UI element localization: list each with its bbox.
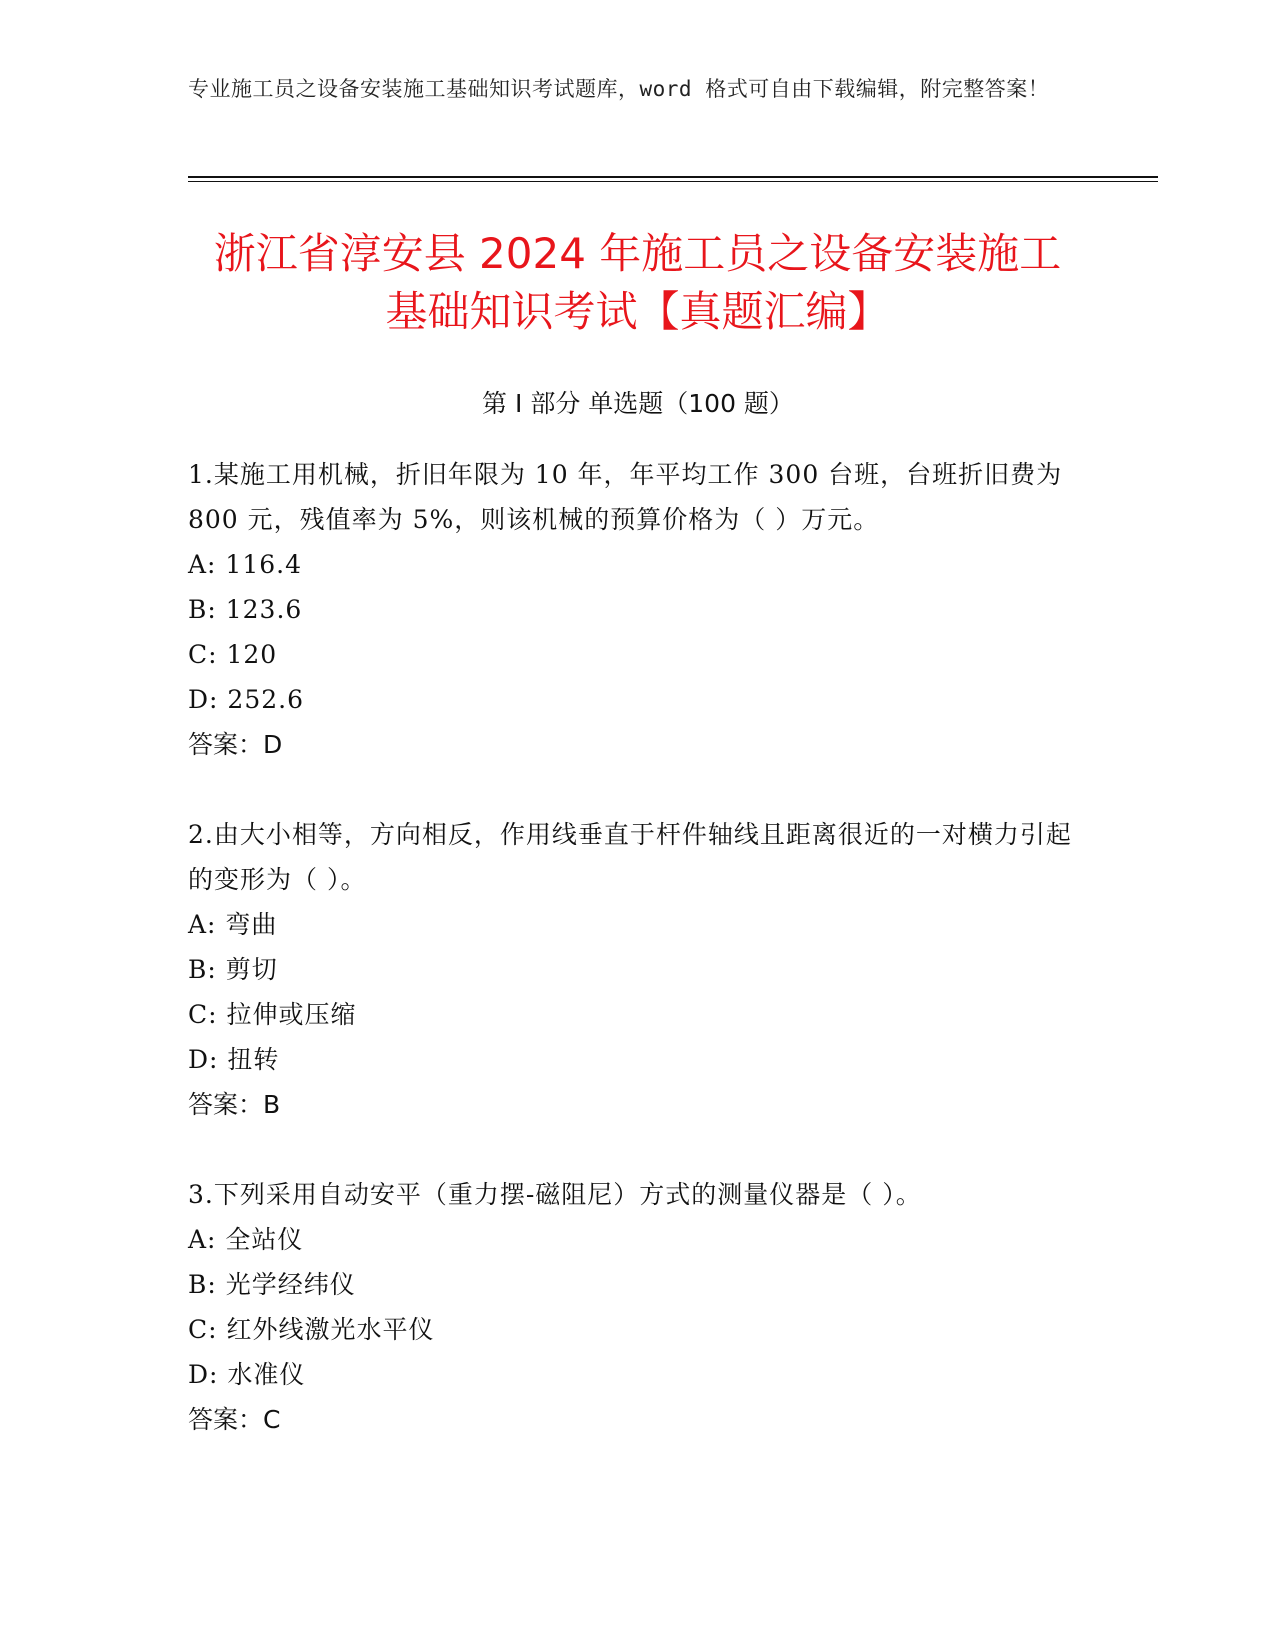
title-line-1: 浙江省淳安县 2024 年施工员之设备安装施工 (213, 229, 1062, 278)
answer: 答案：C (188, 1405, 281, 1434)
question-stem: 3.下列采用自动安平（重力摆-磁阻尼）方式的测量仪器是（ ）。 (188, 1180, 922, 1209)
option-c: C: 拉伸或压缩 (188, 1000, 357, 1029)
option-d: D: 252.6 (188, 685, 304, 714)
option-b: B: 光学经纬仪 (188, 1270, 356, 1299)
answer: 答案：D (188, 730, 283, 759)
option-c: C: 红外线激光水平仪 (188, 1315, 435, 1344)
title-line-2: 基础知识考试【真题汇编】 (385, 287, 890, 336)
option-d: D: 扭转 (188, 1045, 280, 1074)
option-a: A: 116.4 (188, 550, 302, 579)
section-title: 第 I 部分 单选题（100 题） (482, 389, 794, 418)
question-3 (188, 1172, 1088, 1442)
question-stem: 1.某施工用机械，折旧年限为 10 年，年平均工作 300 台班，台班折旧费为 800 元，残值率为 5%，则该机械的预算价格为（ ）万元。 (188, 460, 1063, 534)
question-2 (188, 812, 1088, 1127)
option-c: C: 120 (188, 640, 278, 669)
header-note: 专业施工员之设备安装施工基础知识考试题库，word 格式可自由下载编辑，附完整答案！ (188, 77, 1050, 101)
document-title (150, 225, 1125, 341)
option-a: A: 全站仪 (188, 1225, 304, 1254)
option-b: B: 剪切 (188, 955, 278, 984)
option-d: D: 水准仪 (188, 1360, 306, 1389)
question-stem: 2.由大小相等，方向相反，作用线垂直于杆件轴线且距离很近的一对横力引起的变形为（ ）。 (188, 820, 1072, 894)
option-b: B: 123.6 (188, 595, 303, 624)
header-rule-thin (188, 181, 1158, 182)
answer: 答案：B (188, 1090, 281, 1119)
header-rule-thick (188, 176, 1158, 178)
question-1 (188, 452, 1088, 767)
option-a: A: 弯曲 (188, 910, 278, 939)
